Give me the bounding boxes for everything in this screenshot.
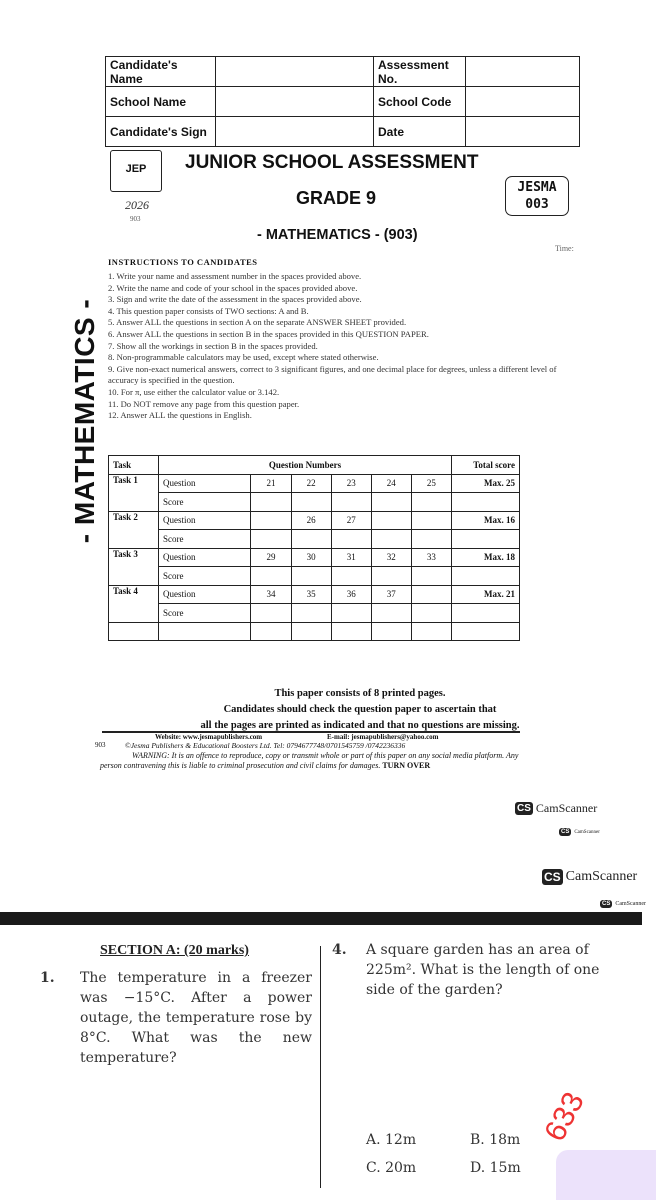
paper-code: 903 [130,215,141,223]
subject-title: - MATHEMATICS - (903) [257,227,418,243]
section-title: SECTION A: (20 marks) [100,943,249,958]
table-cell: 32 [371,548,411,567]
table-cell [411,493,451,512]
table-cell [291,567,331,586]
red-handwritten-mark: 633 [538,1086,591,1147]
instruction: 11. Do NOT remove any page from this question paper. [108,398,300,409]
table-cell [331,604,371,623]
table-cell [291,622,331,641]
cell [216,87,374,117]
publisher-logo: JEP [110,150,162,192]
table-cell [251,567,291,586]
table-cell: Score [159,493,251,512]
badge-line1: JESMA [517,180,557,195]
header-questions: Question Numbers [159,456,452,475]
table-cell: Max. 21 [452,585,520,604]
cell: School Code [374,87,466,117]
table-cell: 27 [331,511,371,530]
publisher-info: ©Jesma Publishers & Educational Boosters Ltd. Tel: 0794677748/0701545759 /0742236336 [125,741,406,750]
note-line: all the pages are printed as indicated and that no questions are missing. [200,720,520,731]
camscanner-watermark-small [600,900,646,908]
watermark-text: CamScanner [615,901,646,907]
table-cell: 37 [371,585,411,604]
column-divider [320,946,321,1188]
table-cell: 35 [291,585,331,604]
table-cell: Max. 18 [452,548,520,567]
table-cell [159,622,251,641]
table-cell [109,622,159,641]
score-row [109,567,520,586]
cell [466,117,580,147]
table-cell [452,567,520,586]
side-subject-label: - MATHEMATICS - [69,298,100,544]
question-number: 1. [40,970,55,986]
cell [466,87,580,117]
table-cell [331,567,371,586]
table-cell: Max. 25 [452,474,520,493]
instruction: 1. Write your name and assessment number in the spaces provided above. [108,271,362,281]
table-cell: 29 [251,548,291,567]
instruction: 8. Non-programmable calculators may be used, except where stated otherwise. [108,352,379,363]
table-cell: Question [159,511,251,530]
table-cell [411,567,451,586]
table-cell: Score [159,604,251,623]
table-cell: Max. 16 [452,511,520,530]
camscanner-watermark [515,801,597,816]
cs-icon: CS [561,829,570,835]
score-table [108,455,520,641]
table-cell [411,604,451,623]
table-cell: 25 [411,474,451,493]
table-cell [251,604,291,623]
watermark-text: CamScanner [574,829,600,835]
table-cell [371,567,411,586]
table-cell: Task 2 [109,511,159,548]
note-line: Candidates should check the question paper to ascertain that [223,704,497,715]
table-cell: Question [159,548,251,567]
option-c: C. 20m [366,1160,417,1176]
table-cell: Score [159,530,251,549]
table-cell: 36 [331,585,371,604]
instruction: 5. Answer ALL the questions in section A on the separate ANSWER SHEET provided. [108,317,407,328]
turn-over: TURN OVER [382,760,431,770]
score-row [109,604,520,623]
badge-line2: 003 [525,197,549,212]
question-number: 4. [332,942,347,958]
cell [216,57,374,87]
camscanner-watermark-small [559,828,600,836]
table-cell [452,493,520,512]
candidate-details-table [105,56,580,147]
table-cell [331,530,371,549]
table-cell [331,493,371,512]
cell [466,57,580,87]
cs-icon: CS [602,901,611,907]
table-cell [452,622,520,641]
table-cell [251,511,291,530]
instruction: 3. Sign and write the date of the assessment in the spaces provided above. [108,294,362,305]
table-cell [411,530,451,549]
instructions-title: INSTRUCTIONS TO CANDIDATES [108,257,258,267]
instruction: 7. Show all the workings in section B in the spaces provided. [108,340,318,351]
camscanner-watermark [542,869,637,885]
grade: GRADE 9 [296,188,377,208]
table-cell [291,493,331,512]
table-cell [371,493,411,512]
task-row [109,474,520,493]
watermark-text: CamScanner [565,869,638,884]
table-cell: 22 [291,474,331,493]
table-cell [371,604,411,623]
table-cell [411,511,451,530]
table-cell [371,530,411,549]
year: 2026 [125,198,149,212]
table-cell: 33 [411,548,451,567]
cell: School Name [106,87,216,117]
table-cell: 30 [291,548,331,567]
instructions [108,257,578,422]
assessment-title: JUNIOR SCHOOL ASSESSMENT [185,152,479,173]
score-row [109,530,520,549]
time-label: Time: [555,244,574,253]
cell: Date [374,117,466,147]
note-line: This paper consists of 8 printed pages. [274,688,446,699]
table-cell: 23 [331,474,371,493]
table-cell [411,622,451,641]
cell [216,117,374,147]
table-cell: 34 [251,585,291,604]
table-cell: 31 [331,548,371,567]
table-cell [251,622,291,641]
table-cell [452,530,520,549]
table-cell: Task 1 [109,474,159,511]
instruction: 4. This question paper consists of TWO sections: A and B. [108,305,309,316]
table-cell [291,530,331,549]
watermark-text: CamScanner [535,801,598,815]
warning-text: WARNING: It is an offence to reproduce, copy or transmit whole or part of this paper on any social media platform. Any person contravening this is liable to criminal prosecution and civil claims for damages. [100,751,519,770]
cs-icon: CS [544,870,561,884]
cs-icon: CS [517,803,531,814]
table-cell [251,530,291,549]
instruction: 2. Write the name and code of your school in the spaces provided above. [108,282,358,293]
table-cell: Task 4 [109,585,159,622]
jesma-badge [505,176,569,216]
table-cell: 26 [291,511,331,530]
table-cell [452,604,520,623]
option-d: D. 15m [470,1160,521,1176]
instruction: 10. For π, use either the calculator value or 3.142. [108,386,280,397]
score-row [109,493,520,512]
cell: Candidate's Name [106,57,216,87]
task-row [109,548,520,567]
table-cell [291,604,331,623]
warning [100,751,520,770]
instruction: 12. Answer ALL the questions in English. [108,410,252,421]
table-cell [331,622,371,641]
cell: Assessment No. [374,57,466,87]
table-cell: Question [159,585,251,604]
header-total: Total score [452,456,520,475]
empty-row [109,622,520,641]
header-task: Task [109,456,159,475]
footer-code: 903 [95,741,106,749]
instruction: 9. Give non-exact numerical answers, correct to 3 significant figures, and one decimal place for degrees, unless a different level of accuracy is specified in the question. [108,363,557,386]
website: Website: www.jesmapublishers.com [155,733,263,741]
table-cell: 24 [371,474,411,493]
question-4: A square garden has an area of 225m². What is the length of one side of the garden? [366,942,600,998]
page-separator [0,912,642,925]
table-cell: Task 3 [109,548,159,585]
option-a: A. 12m [366,1132,417,1148]
question-1: The temperature in a freezer was −15°C. After a power outage, the temperature rose by 8°C. What was the new temperature? [80,970,312,1066]
task-row [109,511,520,530]
table-cell [371,622,411,641]
table-cell: Question [159,474,251,493]
pages-note [160,686,560,734]
table-cell: 21 [251,474,291,493]
table-cell: Score [159,567,251,586]
table-cell [251,493,291,512]
task-row [109,585,520,604]
cell: Candidate's Sign [106,117,216,147]
overlay-button[interactable] [556,1150,656,1200]
instruction: 6. Answer ALL the questions in section B in the spaces provided in this QUESTION PAPER. [108,328,429,339]
table-cell [411,585,451,604]
email: E-mail: jesmapublishers@yahoo.com [327,733,439,741]
option-b: B. 18m [470,1132,521,1148]
table-cell [371,511,411,530]
